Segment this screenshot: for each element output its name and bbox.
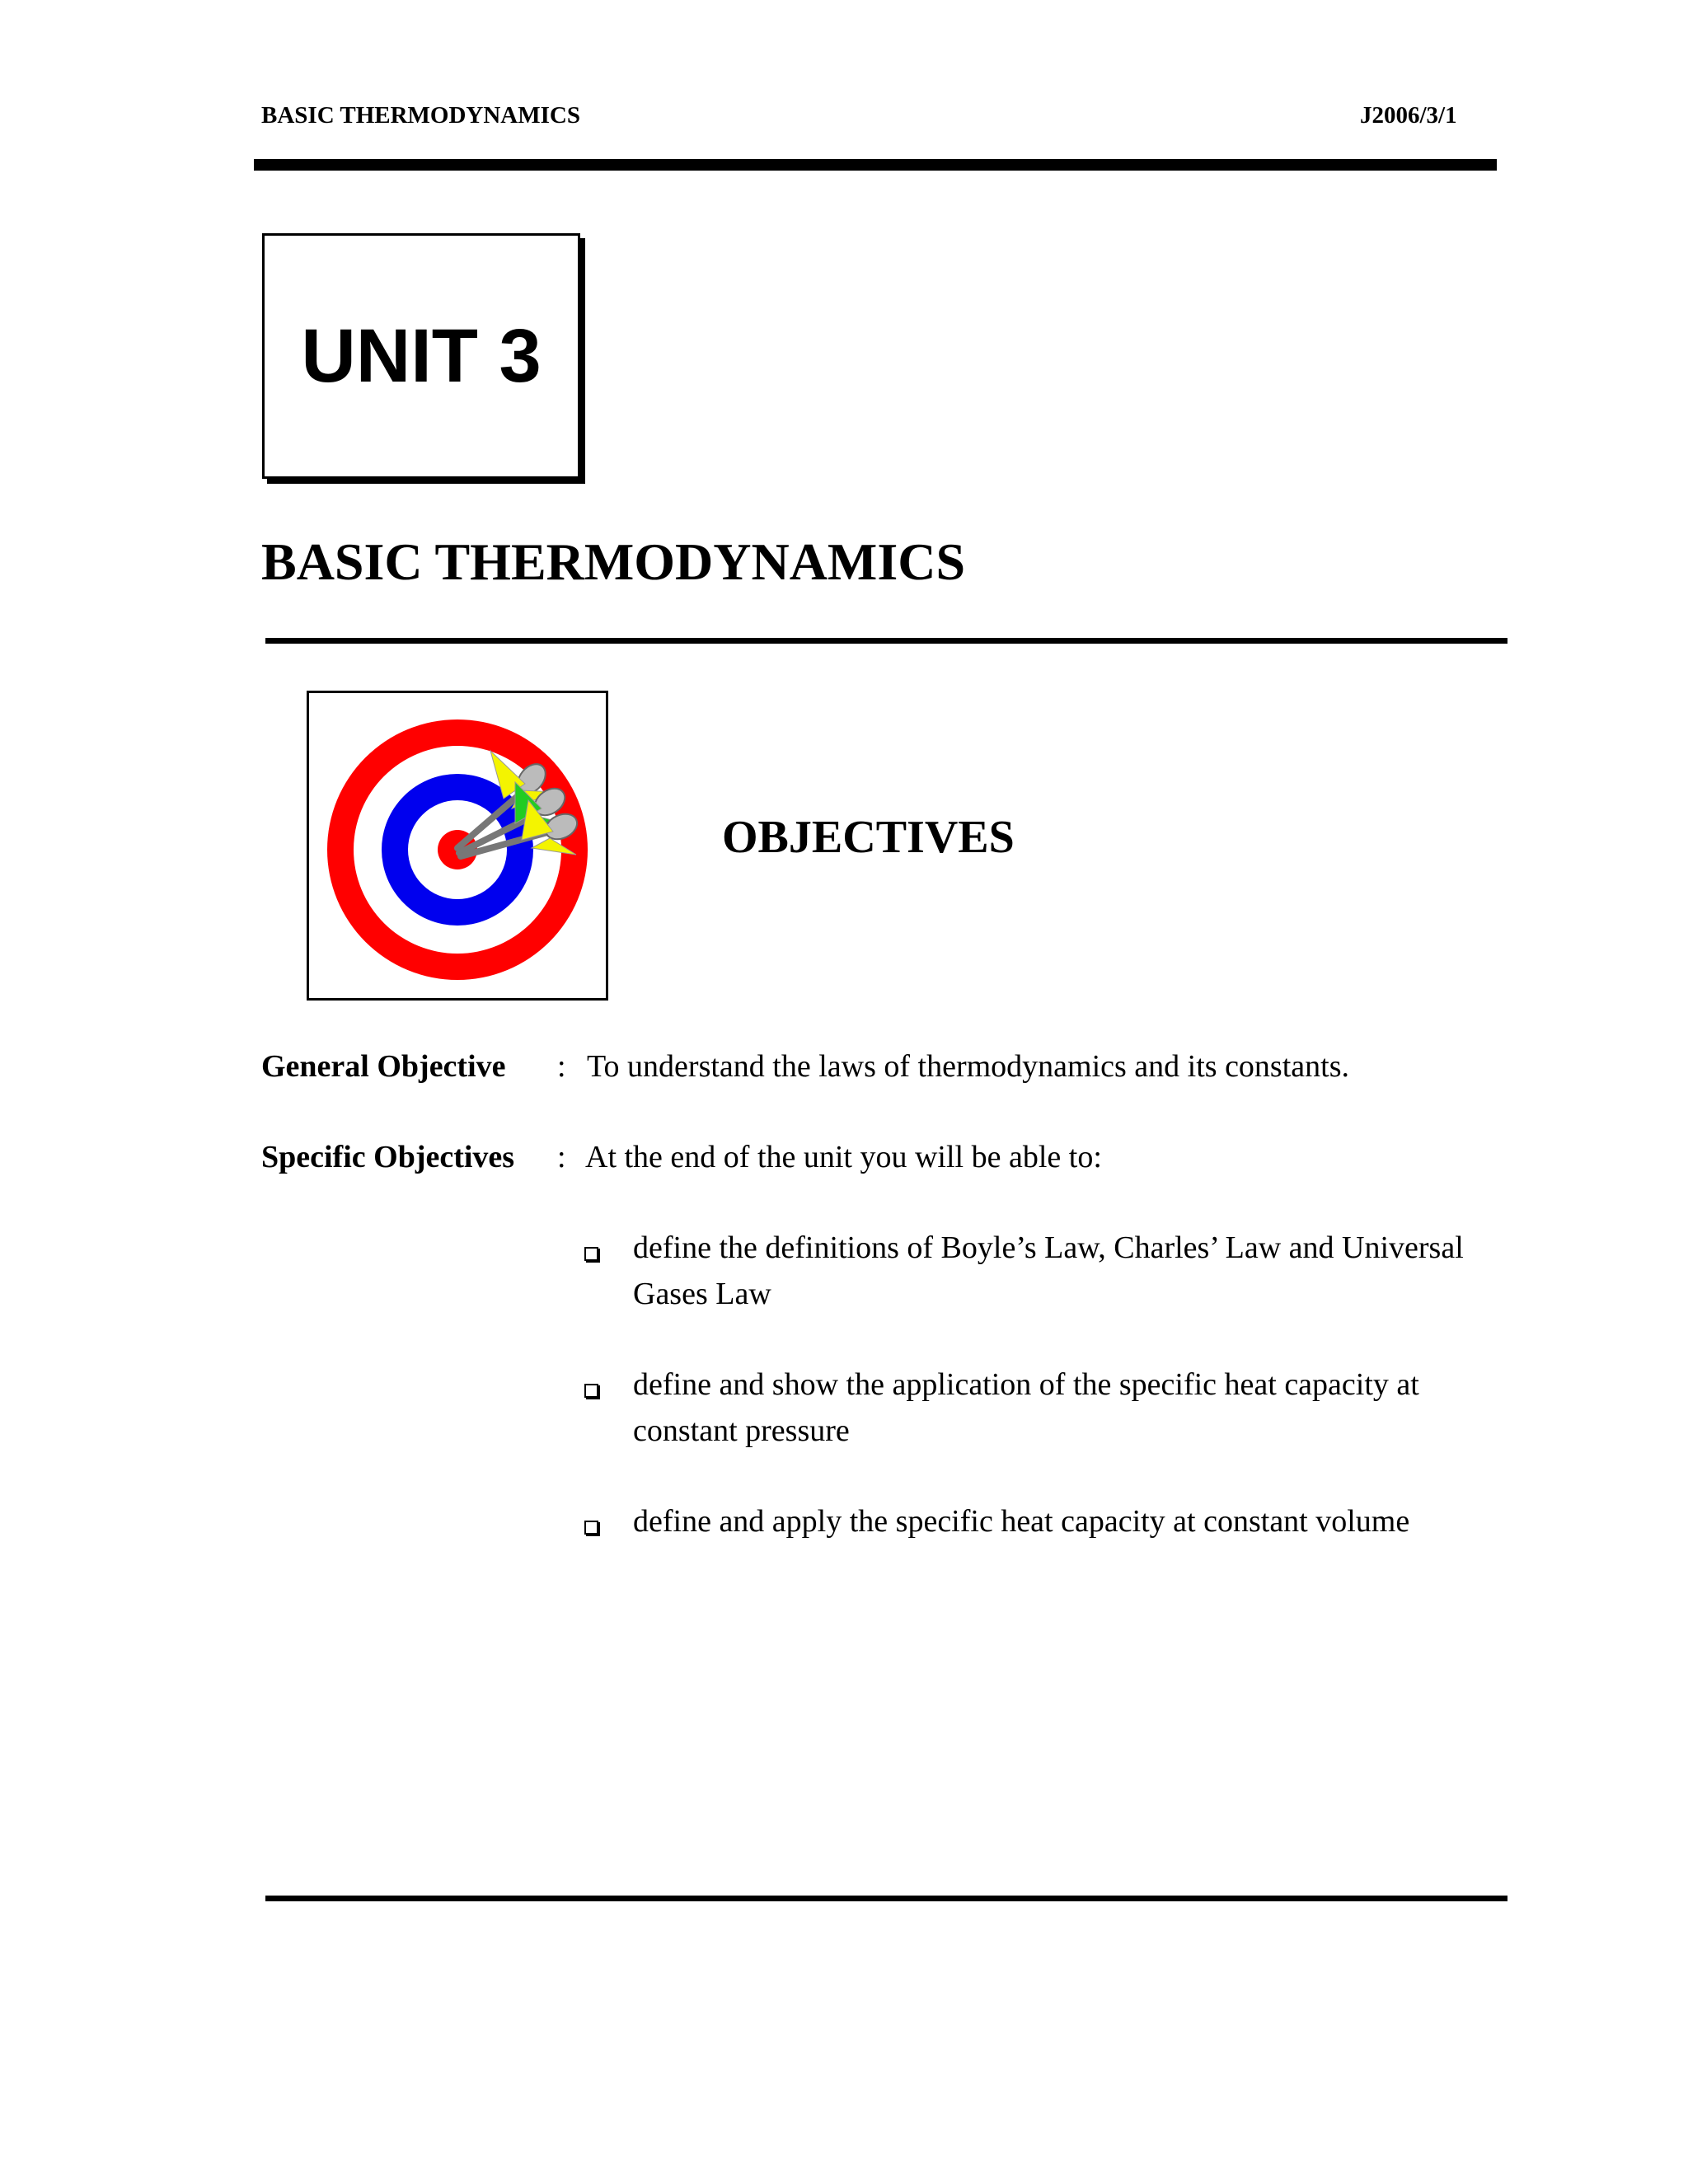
objective-item: define and show the application of the specific heat capacity at constant pressure — [633, 1367, 1419, 1448]
objective-item: define the definitions of Boyle’s Law, Charles’ Law and Universal Gases Law — [633, 1230, 1464, 1311]
title-rule — [265, 638, 1507, 644]
page-title: BASIC THERMODYNAMICS — [261, 532, 966, 591]
dartboard-icon — [309, 693, 606, 998]
running-header-title: BASIC THERMODYNAMICS — [261, 102, 580, 129]
general-objective-colon: : — [557, 1049, 566, 1084]
specific-objectives-intro: At the end of the unit you will be able to: — [585, 1140, 1102, 1174]
unit-box — [262, 233, 580, 479]
unit-label: UNIT 3 — [301, 313, 542, 398]
specific-objectives-label: Specific Objectives — [261, 1140, 515, 1174]
specific-objectives-colon: : — [557, 1140, 566, 1174]
objective-item: define and apply the specific heat capacity at constant volume — [633, 1504, 1410, 1539]
target-image-frame — [307, 691, 608, 1001]
checkbox-bullet-icon — [584, 1384, 598, 1398]
general-objective-text: To understand the laws of thermodynamics and its constants. — [587, 1049, 1349, 1084]
header-rule — [254, 159, 1497, 171]
checkbox-bullet-icon — [584, 1247, 598, 1261]
checkbox-bullet-icon — [584, 1521, 598, 1535]
running-header-code: J2006/3/1 — [1360, 102, 1457, 129]
objectives-heading: OBJECTIVES — [722, 812, 1015, 863]
footer-rule — [265, 1896, 1507, 1901]
general-objective-label: General Objective — [261, 1049, 506, 1084]
